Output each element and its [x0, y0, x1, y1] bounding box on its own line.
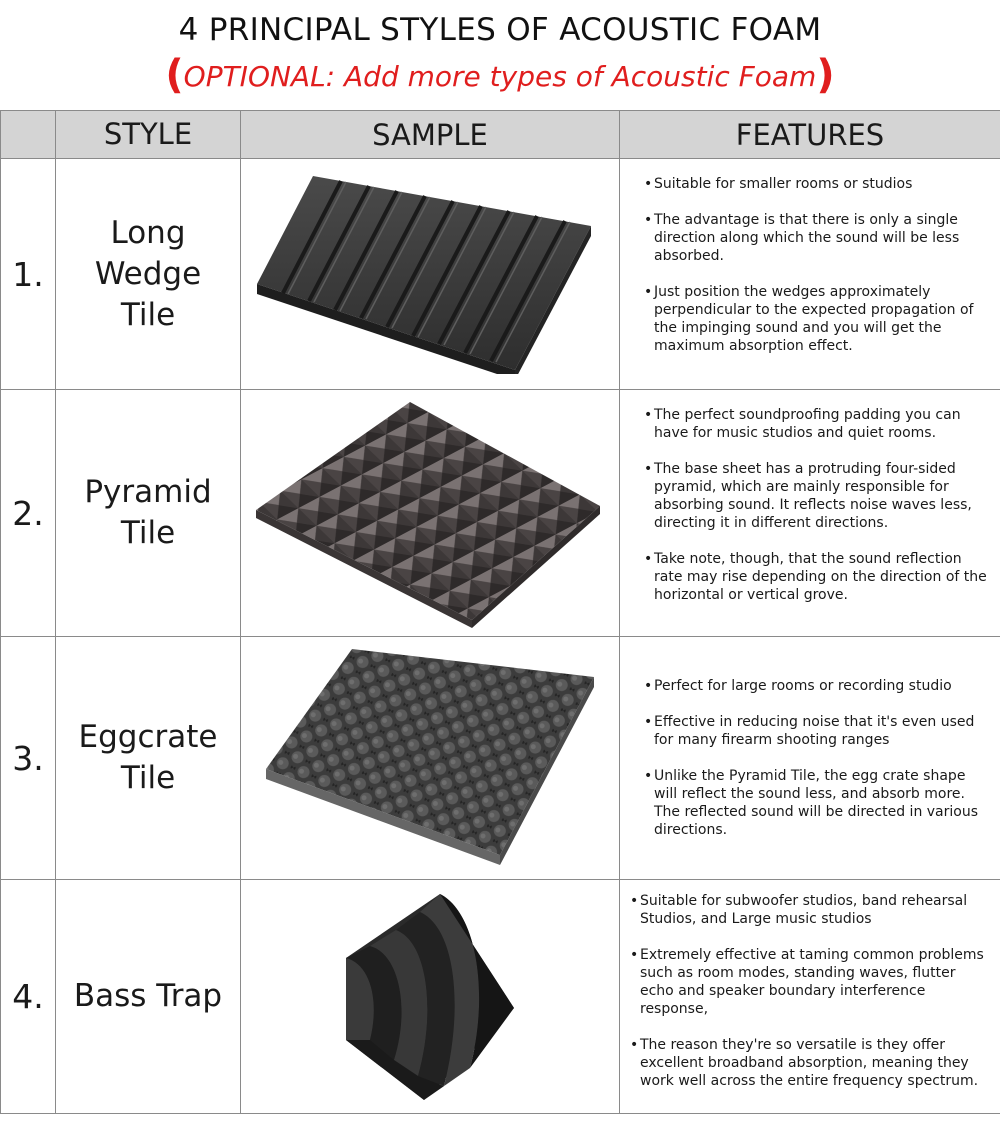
header-features-cell: FEATURES: [620, 111, 1000, 159]
style-name-line: Tile: [120, 760, 176, 796]
row-number: 2.: [1, 390, 56, 637]
style-name-line: Pyramid: [84, 474, 212, 510]
bass-trap-foam-image: [340, 890, 520, 1104]
features-list: [620, 637, 1000, 839]
style-name-line: Long: [110, 214, 186, 251]
row-features: [620, 159, 1000, 390]
features-list: [620, 880, 1000, 1090]
feature-item: • Unlike the Pyramid Tile, the egg crate shape will reflect the sound less, and absorb more. The reflected sound will be directed in various directions.: [644, 767, 992, 839]
page-subtitle: [0, 52, 1000, 100]
header-number-cell: [1, 111, 56, 159]
header-sample-cell: SAMPLE: [241, 111, 620, 159]
feature-item: • The reason they're so versatile is they offer excellent broadband absorption, meaning they work well across the entire frequency spectrum.: [630, 1036, 992, 1090]
feature-item: • The base sheet has a protruding four-sided pyramid, which are mainly responsible for absorbing sound. It reflects noise waves less, directing it in different directions.: [644, 460, 992, 532]
foam-styles-table: [0, 110, 1000, 1114]
row-sample: [241, 159, 620, 390]
row-sample: [241, 390, 620, 637]
feature-item: • Perfect for large rooms or recording studio: [644, 677, 992, 695]
feature-item: • Suitable for smaller rooms or studios: [644, 175, 992, 193]
style-name-line: Bass Trap: [73, 978, 223, 1014]
long-wedge-foam-image: [255, 174, 605, 374]
row-number: 4.: [1, 880, 56, 1114]
row-style-name: [56, 159, 241, 390]
table-row: [1, 390, 1000, 637]
header-style-cell: STYLE: [56, 111, 241, 159]
row-features: [620, 390, 1000, 637]
subtitle-open-paren: (: [165, 52, 184, 98]
row-style-name: [56, 390, 241, 637]
style-name-line: Tile: [120, 296, 176, 333]
row-sample: [241, 637, 620, 880]
table-row: [1, 159, 1000, 390]
subtitle-close-paren: ): [816, 52, 835, 98]
feature-item: • Extremely effective at taming common problems such as room modes, standing waves, flutter echo and speaker boundary interference response,: [630, 946, 992, 1018]
style-name-line: Eggcrate: [78, 719, 218, 755]
style-name-line: Wedge: [94, 255, 202, 292]
table-row: [1, 880, 1000, 1114]
features-list: [620, 159, 1000, 355]
feature-item: • Effective in reducing noise that it's even used for many firearm shooting ranges: [644, 713, 992, 749]
subtitle-text: OPTIONAL: Add more types of Acoustic Foam: [183, 60, 817, 93]
eggcrate-foam-image: [260, 643, 600, 873]
row-sample: [241, 880, 620, 1114]
row-style-name: [56, 637, 241, 880]
pyramid-foam-image: [250, 398, 610, 628]
feature-item: • Take note, though, that the sound reflection rate may rise depending on the direction of the horizontal or vertical grove.: [644, 550, 992, 604]
row-number: 1.: [1, 159, 56, 390]
row-features: [620, 637, 1000, 880]
table-row: [1, 637, 1000, 880]
table-header-row: [1, 111, 1000, 159]
style-name-line: Tile: [120, 515, 176, 551]
feature-item: • Suitable for subwoofer studios, band rehearsal Studios, and Large music studios: [630, 892, 992, 928]
features-list: [620, 390, 1000, 604]
page-title: 4 PRINCIPAL STYLES OF ACOUSTIC FOAM: [178, 12, 822, 48]
feature-item: • The perfect soundproofing padding you can have for music studios and quiet rooms.: [644, 406, 992, 442]
feature-item: • Just position the wedges approximately perpendicular to the expected propagation of the impinging sound and you will get the maximum absorption effect.: [644, 283, 992, 355]
row-number: 3.: [1, 637, 56, 880]
row-features: [620, 880, 1000, 1114]
row-style-name: [56, 880, 241, 1114]
feature-item: • The advantage is that there is only a single direction along which the sound will be less absorbed.: [644, 211, 992, 265]
